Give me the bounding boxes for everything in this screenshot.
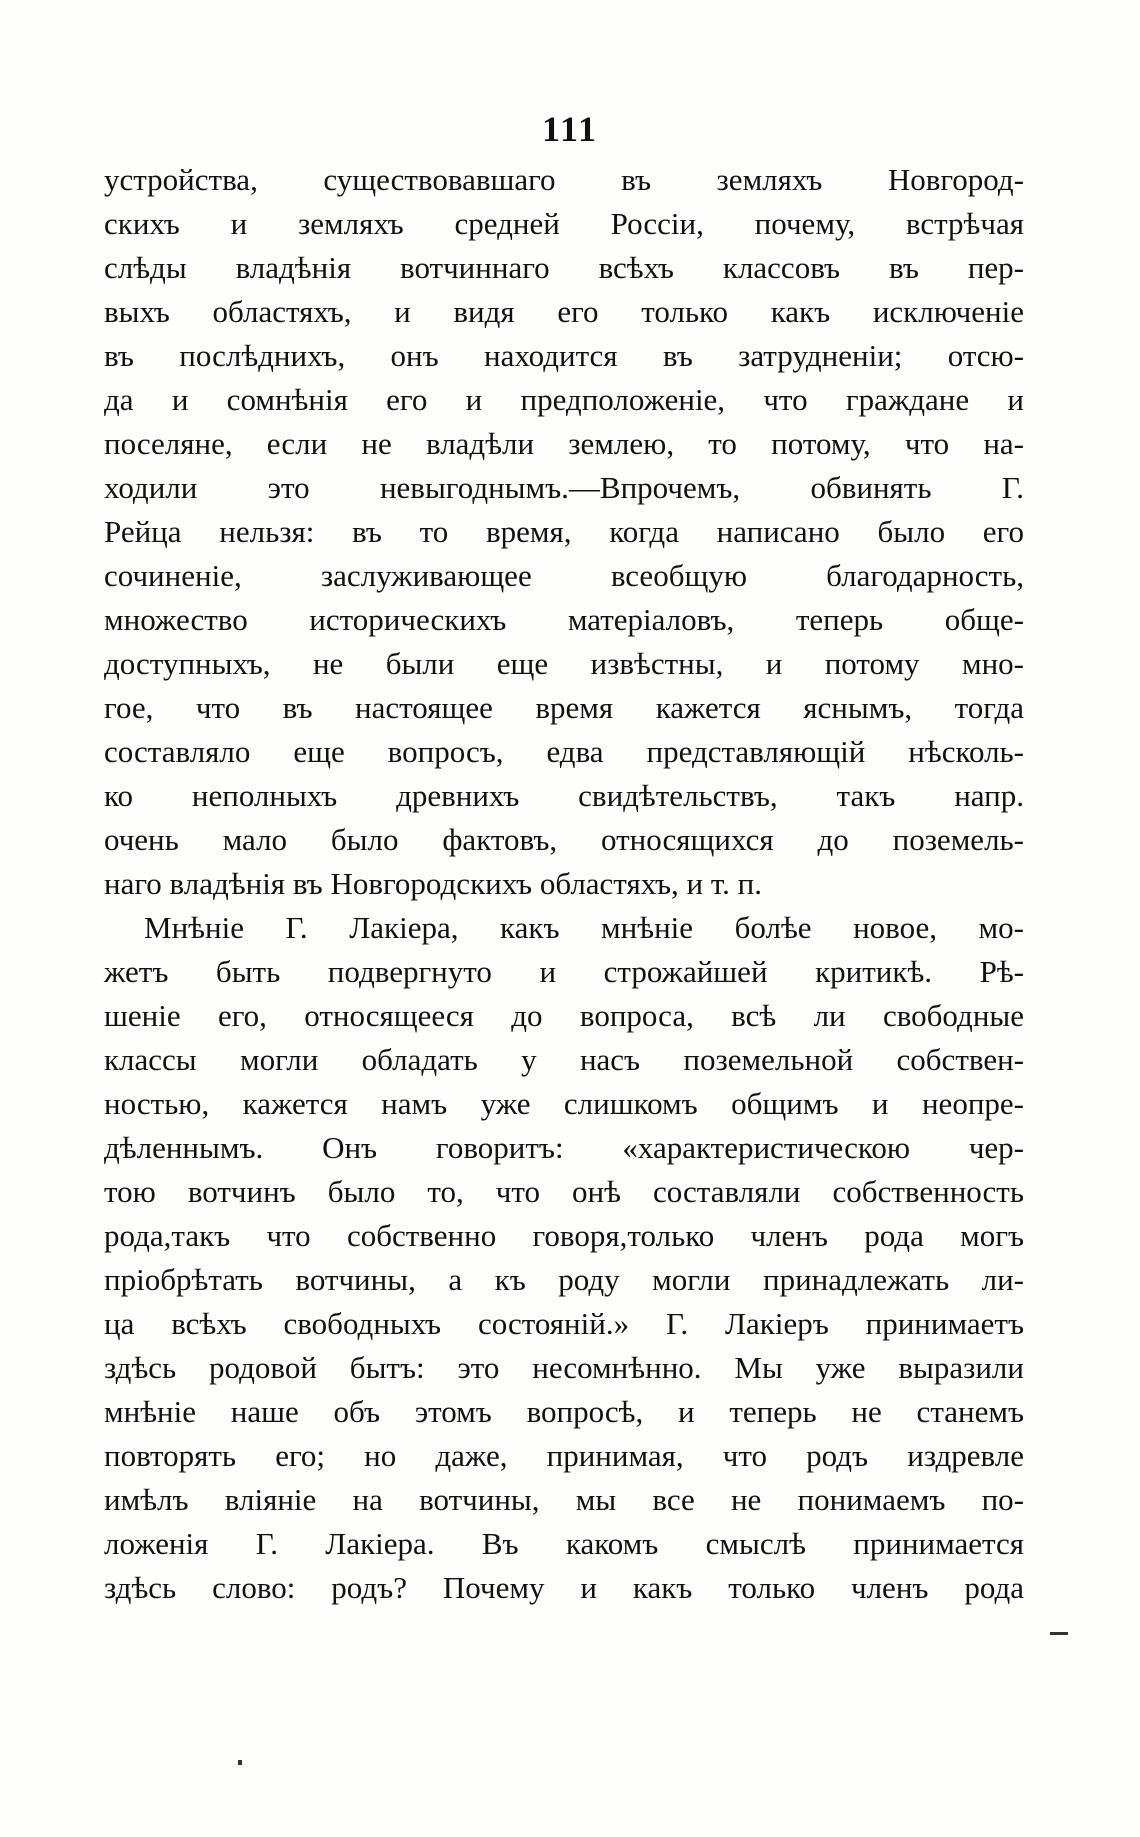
text-line: здѣсь родовой бытъ: это несомнѣнно. Мы уже выразили (104, 1350, 1024, 1385)
text-line: очень мало было фактовъ, относящихся до поземель- (104, 822, 1024, 857)
text-line: Рейца нельзя: въ то время, когда написано было его (104, 514, 1024, 549)
text-line: шеніе его, относящееся до вопроса, всѣ ли свободные (104, 998, 1024, 1033)
text-line: пріобрѣтать вотчины, а къ роду могли принадлежать ли- (104, 1262, 1024, 1297)
text-line: составляло еще вопросъ, едва представляющій нѣсколь- (104, 734, 1024, 769)
text-line: Мнѣніе Г. Лакіера, какъ мнѣніе болѣе новое, мо- (144, 910, 1024, 945)
paragraph-2 (104, 906, 1024, 1610)
text-line: наго владѣнія въ Новгородскихъ областяхъ, и т. п. (104, 866, 762, 901)
text-line: рода,такъ что собственно говоря,только членъ рода могъ (104, 1218, 1024, 1253)
text-line: имѣлъ вліяніе на вотчины, мы все не понимаемъ по- (104, 1482, 1024, 1517)
text-line: здѣсь слово: родъ? Почему и какъ только членъ рода (104, 1570, 1024, 1605)
paragraph-1 (104, 158, 1024, 906)
page-number: 111 (541, 109, 599, 149)
text-line: ложенія Г. Лакіера. Въ какомъ смыслѣ принимается (104, 1526, 1024, 1561)
text-line: ходили это невыгоднымъ.—Впрочемъ, обвинять Г. (104, 470, 1024, 505)
text-line: дѣленнымъ. Онъ говоритъ: «характеристическою чер- (104, 1130, 1024, 1165)
text-line: устройства, существовавшаго въ земляхъ Новгород- (104, 162, 1024, 197)
text-line: повторять его; но даже, принимая, что родъ издревле (104, 1438, 1024, 1473)
text-line: слѣды владѣнія вотчиннаго всѣхъ классовъ въ пер- (104, 250, 1024, 285)
text-line: скихъ и земляхъ средней Россіи, почему, встрѣчая (104, 206, 1024, 241)
text-line: доступныхъ, не были еще извѣстны, и потому мно- (104, 646, 1024, 681)
scan-speck (238, 1760, 242, 1765)
text-line: мнѣніе наше объ этомъ вопросѣ, и теперь не станемъ (104, 1394, 1024, 1429)
text-line: сочиненіе, заслуживающее всеобщую благодарность, (104, 558, 1024, 593)
text-line: поселяне, если не владѣли землею, то потому, что на- (104, 426, 1024, 461)
text-line: классы могли обладать у насъ поземельной собствен- (104, 1042, 1024, 1077)
scan-speck (1050, 1632, 1068, 1635)
body-text (104, 158, 1024, 1610)
text-line: ца всѣхъ свободныхъ состояній.» Г. Лакіеръ принимаетъ (104, 1306, 1024, 1341)
text-line: ностью, кажется намъ уже слишкомъ общимъ и неопре- (104, 1086, 1024, 1121)
text-line: жетъ быть подвергнуто и строжайшей критикѣ. Рѣ- (104, 954, 1024, 989)
text-line: въ послѣднихъ, онъ находится въ затрудненіи; отсю- (104, 338, 1024, 373)
text-line: множество историческихъ матеріаловъ, теперь обще- (104, 602, 1024, 637)
text-line: гое, что въ настоящее время кажется яснымъ, тогда (104, 690, 1024, 725)
text-line: выхъ областяхъ, и видя его только какъ исключеніе (104, 294, 1024, 329)
text-line: тою вотчинъ было то, что онѣ составляли собственность (104, 1174, 1024, 1209)
text-line: ко неполныхъ древнихъ свидѣтельствъ, такъ напр. (104, 778, 1024, 813)
text-line: да и сомнѣнія его и предположеніе, что граждане и (104, 382, 1024, 417)
